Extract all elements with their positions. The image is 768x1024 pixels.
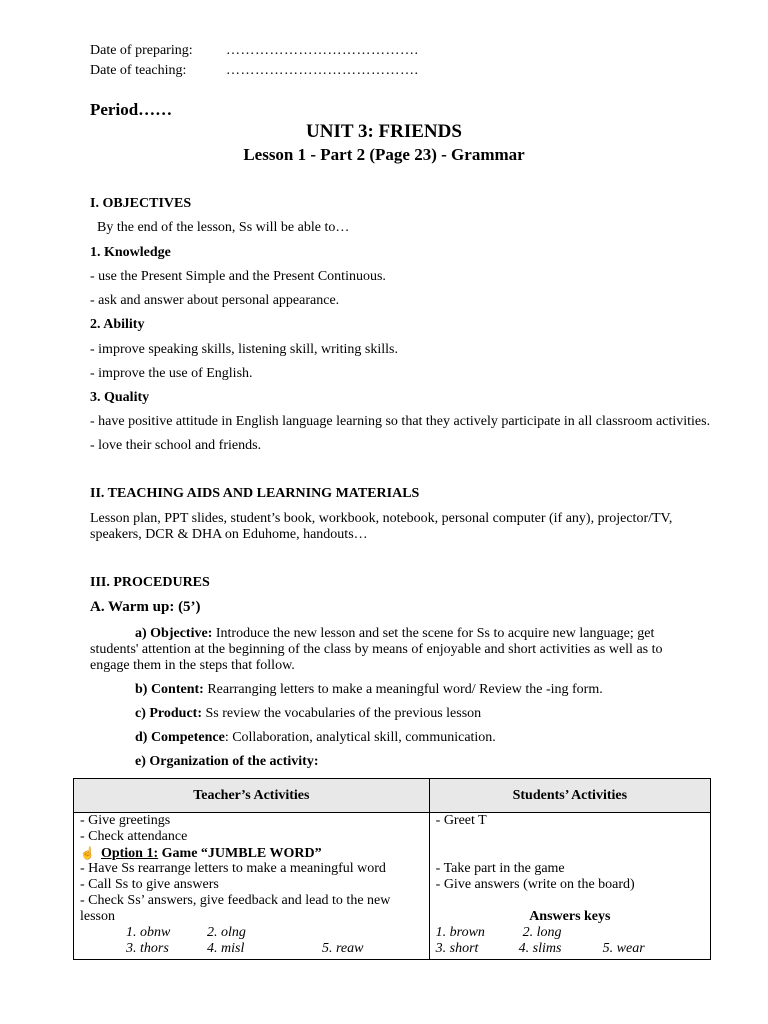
jumble-word: 1. obnw xyxy=(126,925,171,940)
ability-item: - improve speaking skills, listening skill, writing skills. xyxy=(90,342,398,357)
teacher-step: - Call Ss to give answers xyxy=(80,877,219,892)
product-label: c) Product: xyxy=(135,706,202,721)
option-line xyxy=(80,845,429,861)
student-step: - Greet T xyxy=(435,813,487,828)
objectives-heading: I. OBJECTIVES xyxy=(90,196,192,211)
quality-item: - love their school and friends. xyxy=(90,438,262,453)
content-label: b) Content: xyxy=(135,682,204,697)
objective-paragraph xyxy=(90,626,700,674)
quality-heading: 3. Quality xyxy=(90,390,150,405)
date-preparing-label: Date of preparing: xyxy=(90,43,193,58)
student-activities-header: Students’ Activities xyxy=(429,779,710,813)
pointing-hand-icon: ☝ xyxy=(80,846,95,860)
teacher-step: - Check Ss’ answers, give feedback and lead to the new xyxy=(80,893,391,908)
quality-item: - have positive attitude in English language learning so that they actively participate in all classroom activities. xyxy=(90,414,711,429)
teacher-step: - Give greetings xyxy=(80,813,171,828)
table-row xyxy=(74,813,711,960)
materials-heading: II. TEACHING AIDS AND LEARNING MATERIALS xyxy=(90,486,420,501)
knowledge-heading: 1. Knowledge xyxy=(90,245,171,260)
teacher-step: - Check attendance xyxy=(80,829,188,844)
competence-label: d) Competence xyxy=(135,730,225,745)
period-label: Period…… xyxy=(90,100,173,119)
content-line xyxy=(135,682,603,698)
objective-text: Introduce the new lesson and set the scene for Ss to acquire new language; get students' attention at the beginning of the class by means of enjoyable and short activities as well as to engage them in the steps that follow. xyxy=(90,626,663,673)
answer-word: 1. brown xyxy=(435,925,485,940)
jumble-row xyxy=(80,925,429,941)
activities-table xyxy=(73,778,711,960)
table-header-row xyxy=(74,779,711,813)
materials-text: Lesson plan, PPT slides, student’s book, workbook, notebook, personal computer (if any), projector/TV, speakers, DCR & DHA on Eduhome, handouts… xyxy=(90,511,673,542)
jumble-word: 4. misl xyxy=(207,941,245,956)
jumble-word: 5. reaw xyxy=(322,941,364,956)
date-preparing-value: …………………………………. xyxy=(226,43,419,58)
product-text: Ss review the vocabularies of the previous lesson xyxy=(202,706,482,721)
jumble-word: 3. thors xyxy=(126,941,169,956)
date-teaching-label: Date of teaching: xyxy=(90,63,187,78)
option-label: Option 1: xyxy=(100,846,159,861)
option-game: Game “JUMBLE WORD” xyxy=(158,846,322,861)
unit-title: UNIT 3: FRIENDS xyxy=(306,121,462,142)
content-text: Rearranging letters to make a meaningful word/ Review the -ing form. xyxy=(203,682,603,697)
product-line xyxy=(135,706,481,722)
teacher-step: - Have Ss rearrange letters to make a meaningful word xyxy=(80,861,386,876)
lesson-title: Lesson 1 - Part 2 (Page 23) - Grammar xyxy=(243,145,525,164)
jumble-word: 2. olng xyxy=(207,925,246,940)
objective-label: a) Objective: xyxy=(135,626,213,641)
answer-row xyxy=(436,941,710,957)
answer-word: 2. long xyxy=(522,925,562,940)
date-teaching-value: …………………………………. xyxy=(226,63,419,78)
jumble-row xyxy=(80,941,429,957)
knowledge-item: - use the Present Simple and the Present Continuous. xyxy=(90,269,386,284)
answer-keys-heading: Answers keys xyxy=(529,909,611,924)
procedures-heading: III. PROCEDURES xyxy=(90,575,210,590)
student-activities-cell xyxy=(429,813,710,960)
answer-word: 4. slims xyxy=(518,941,562,956)
knowledge-item: - ask and answer about personal appearance. xyxy=(90,293,340,308)
student-step: - Give answers (write on the board) xyxy=(435,877,635,892)
answer-word: 5. wear xyxy=(602,941,645,956)
ability-heading: 2. Ability xyxy=(90,317,145,332)
teacher-step: lesson xyxy=(80,909,115,924)
teacher-activities-header: Teacher’s Activities xyxy=(74,779,430,813)
teacher-activities-cell xyxy=(74,813,430,960)
answer-row xyxy=(436,925,710,941)
student-step: - Take part in the game xyxy=(435,861,565,876)
warmup-heading: A. Warm up: (5’) xyxy=(90,599,201,615)
competence-line xyxy=(135,730,496,746)
competence-text: : Collaboration, analytical skill, communication. xyxy=(224,730,496,745)
answer-word: 3. short xyxy=(435,941,479,956)
objectives-intro: By the end of the lesson, Ss will be able to… xyxy=(97,220,350,235)
organization-label: e) Organization of the activity: xyxy=(135,754,319,769)
ability-item: - improve the use of English. xyxy=(90,366,253,381)
